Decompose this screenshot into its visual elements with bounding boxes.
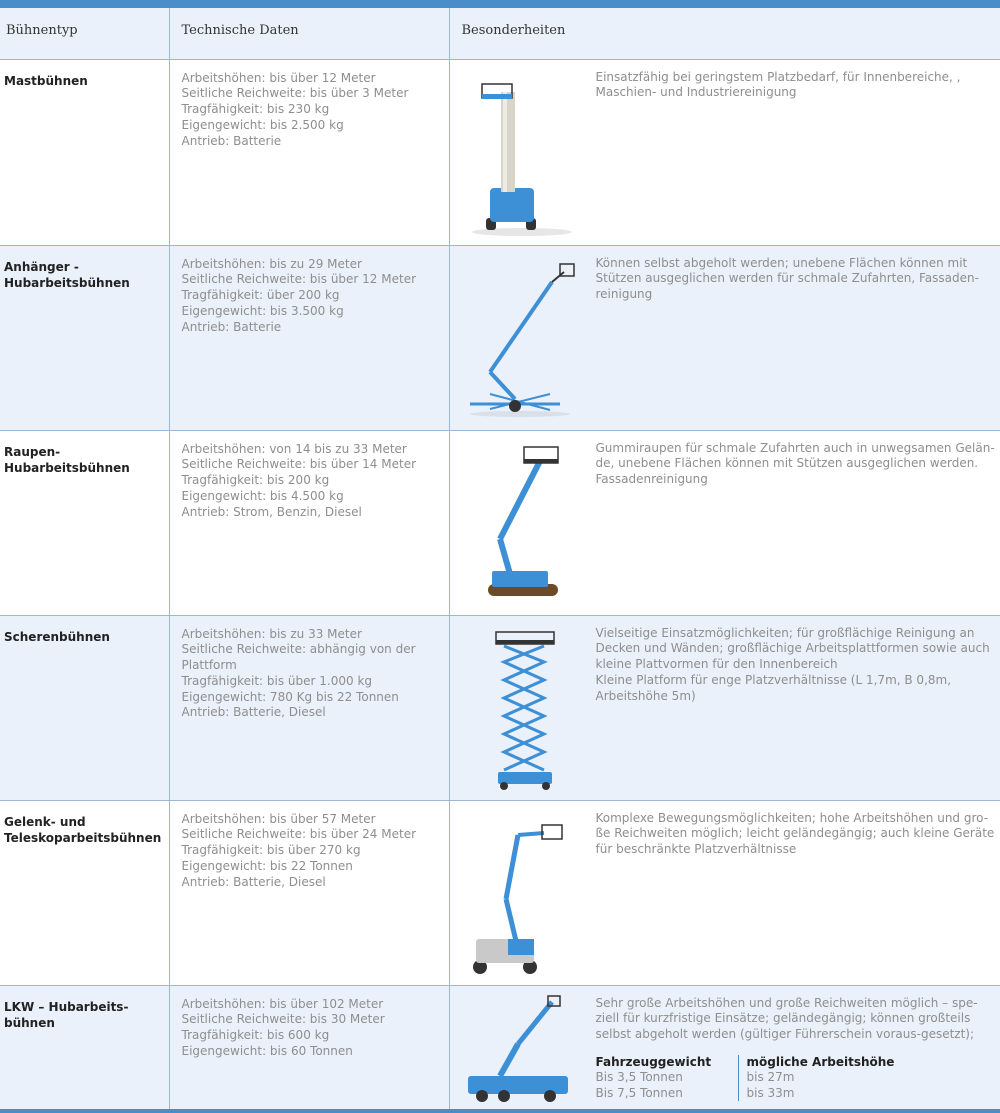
tech-data-cell (169, 615, 449, 800)
desc-line: Komplexe Bewegungsmöglichkeiten; hohe Arbeitshöhen und gro- (595, 810, 989, 825)
lift-types-table (0, 8, 1000, 1110)
table-header-row (0, 8, 1000, 59)
lift-type-cell (0, 800, 169, 985)
tech-line: Arbeitshöhen: bis über 57 Meter (181, 811, 376, 826)
lift-type-line: Mastbühnen (4, 73, 88, 88)
desc-line: Vielseitige Einsatzmöglichkeiten; für großflächige Reinigung an (595, 625, 975, 640)
header-technical-data: Technische Daten (169, 8, 449, 59)
tech-line: Plattform (181, 658, 237, 673)
tech-data-cell (169, 430, 449, 615)
table-row-truck-lift (0, 985, 1000, 1109)
desc-line: Decken und Wänden; großflächige Arbeitsplattformen sowie auch (595, 641, 990, 656)
desc-line: Maschien- und Industriereinigung (595, 85, 797, 100)
features-cell (449, 985, 1000, 1109)
tech-line: Tragfähigkeit: bis über 270 kg (181, 843, 361, 858)
feature-description (596, 256, 996, 303)
desc-line: Sehr große Arbeitshöhen und große Reichweiten möglich – spe- (595, 995, 978, 1010)
tech-line: Antrieb: Strom, Benzin, Diesel (181, 504, 362, 519)
lift-type-line: bühnen (4, 1015, 55, 1030)
features-cell (449, 615, 1000, 800)
tech-line: Arbeitshöhen: bis über 12 Meter (181, 70, 376, 85)
tech-line: Arbeitshöhen: bis über 102 Meter (181, 996, 384, 1011)
lift-type-cell (0, 985, 169, 1109)
tech-line: Eigengewicht: bis 3.500 kg (181, 303, 344, 318)
tech-line: Seitliche Reichweite: bis 30 Meter (181, 1012, 385, 1027)
bottom-accent-bar (0, 1109, 1000, 1113)
tech-line: Eigengewicht: bis 2.500 kg (181, 117, 344, 132)
header-type: Bühnentyp (0, 8, 169, 59)
top-accent-bar (0, 0, 1000, 8)
tech-line: Eigengewicht: 780 Kg bis 22 Tonnen (181, 689, 399, 704)
feature-description (596, 626, 996, 705)
feature-description (596, 996, 996, 1043)
features-cell (449, 59, 1000, 245)
features-cell (449, 245, 1000, 430)
desc-line: reinigung (595, 287, 653, 302)
working-height-value: bis 33m (746, 1085, 795, 1100)
features-cell (449, 430, 1000, 615)
tech-line: Arbeitshöhen: von 14 bis zu 33 Meter (181, 441, 407, 456)
desc-line: Arbeitshöhe 5m) (595, 688, 696, 703)
tech-line: Antrieb: Batterie, Diesel (181, 874, 326, 889)
tech-line: Eigengewicht: bis 4.500 kg (181, 488, 344, 503)
crawler-lift-icon (460, 439, 585, 609)
lift-type-cell (0, 430, 169, 615)
desc-line: selbst abgeholt werden (gültiger Führerschein voraus-gesetzt); (595, 1027, 975, 1042)
lift-type-line: Teleskoparbeitsbühnen (4, 830, 162, 845)
desc-line: de, unebene Flächen können mit Stützen ausgeglichen werden. (595, 456, 979, 471)
tech-data-cell (169, 800, 449, 985)
tech-line: Antrieb: Batterie (181, 319, 282, 334)
desc-line: kleine Plattvormen für den Innenbereich (595, 657, 838, 672)
tech-line: Seitliche Reichweite: abhängig von der (181, 642, 416, 657)
features-cell (449, 800, 1000, 985)
desc-line: für beschränkte Platzverhältnisse (595, 842, 797, 857)
lift-type-cell (0, 59, 169, 245)
tech-line: Seitliche Reichweite: bis über 3 Meter (181, 86, 409, 101)
table-row-articulating-lift (0, 800, 1000, 985)
desc-line: Kleine Platform für enge Platzverhältnisse (L 1,7m, B 0,8m, (595, 672, 952, 687)
vehicle-weight-value: Bis 7,5 Tonnen (595, 1085, 683, 1100)
articulating-boom-lift-icon (460, 809, 585, 979)
desc-line: ße Reichweiten möglich; leicht geländegängig; auch kleine Geräte (595, 826, 995, 841)
vehicle-weight-column (596, 1055, 738, 1102)
tech-line: Tragfähigkeit: über 200 kg (181, 288, 340, 303)
table-row-crawler-lift (0, 430, 1000, 615)
tech-data-cell (169, 985, 449, 1109)
desc-line: Fassadenreinigung (595, 472, 708, 487)
lift-type-line: Hubarbeitsbühnen (4, 275, 130, 290)
lift-type-line: Gelenk- und (4, 814, 86, 829)
lift-type-line: Raupen- (4, 444, 61, 459)
tech-line: Tragfähigkeit: bis über 1.000 kg (181, 673, 373, 688)
tech-line: Antrieb: Batterie, Diesel (181, 705, 326, 720)
desc-line: ziell für kurzfristige Einsätze; geländegängig; können großteils (595, 1011, 971, 1026)
desc-line: Gummiraupen für schmale Zufahrten auch in unwegsamen Gelän- (595, 440, 995, 455)
desc-line: Einsatzfähig bei geringstem Platzbedarf, für Innenbereiche, , (595, 69, 961, 84)
tech-data-cell (169, 59, 449, 245)
working-height-label: mögliche Arbeitshöhe (746, 1054, 895, 1069)
feature-description (596, 441, 996, 488)
tech-line: Eigengewicht: bis 22 Tonnen (181, 858, 353, 873)
tech-line: Seitliche Reichweite: bis über 14 Meter (181, 457, 417, 472)
tech-line: Tragfähigkeit: bis 200 kg (181, 473, 330, 488)
desc-line: Können selbst abgeholt werden; unebene Flächen können mit (595, 255, 968, 270)
desc-line: Stützen ausgeglichen werden für schmale Zufahrten, Fassaden- (595, 271, 979, 286)
vehicle-weight-label: Fahrzeuggewicht (595, 1054, 712, 1069)
table-row-mast-lift (0, 59, 1000, 245)
working-height-column (738, 1055, 895, 1102)
table-row-trailer-lift (0, 245, 1000, 430)
header-features: Besonderheiten (449, 8, 1000, 59)
scissor-lift-icon (460, 624, 585, 794)
tech-data-cell (169, 245, 449, 430)
tech-line: Eigengewicht: bis 60 Tonnen (181, 1043, 353, 1058)
tech-line: Seitliche Reichweite: bis über 24 Meter (181, 827, 417, 842)
tech-line: Arbeitshöhen: bis zu 33 Meter (181, 626, 362, 641)
lift-type-line: LKW – Hubarbeits- (4, 999, 129, 1014)
tech-line: Tragfähigkeit: bis 230 kg (181, 102, 330, 117)
mast-lift-icon (460, 68, 585, 238)
vehicle-weight-value: Bis 3,5 Tonnen (595, 1070, 683, 1084)
truck-mounted-lift-icon (460, 994, 585, 1109)
trailer-lift-icon (460, 254, 585, 424)
feature-description (596, 70, 996, 102)
lift-type-cell (0, 615, 169, 800)
lift-type-line: Anhänger - (4, 259, 79, 274)
weight-height-subtable (596, 1055, 996, 1102)
table-row-scissor-lift (0, 615, 1000, 800)
tech-line: Tragfähigkeit: bis 600 kg (181, 1028, 330, 1043)
lift-type-line: Scherenbühnen (4, 629, 110, 644)
lift-type-cell (0, 245, 169, 430)
tech-line: Seitliche Reichweite: bis über 12 Meter (181, 272, 417, 287)
lift-type-line: Hubarbeitsbühnen (4, 460, 130, 475)
tech-line: Antrieb: Batterie (181, 133, 282, 148)
feature-description (596, 811, 996, 858)
tech-line: Arbeitshöhen: bis zu 29 Meter (181, 256, 362, 271)
working-height-value: bis 27m (746, 1070, 795, 1084)
